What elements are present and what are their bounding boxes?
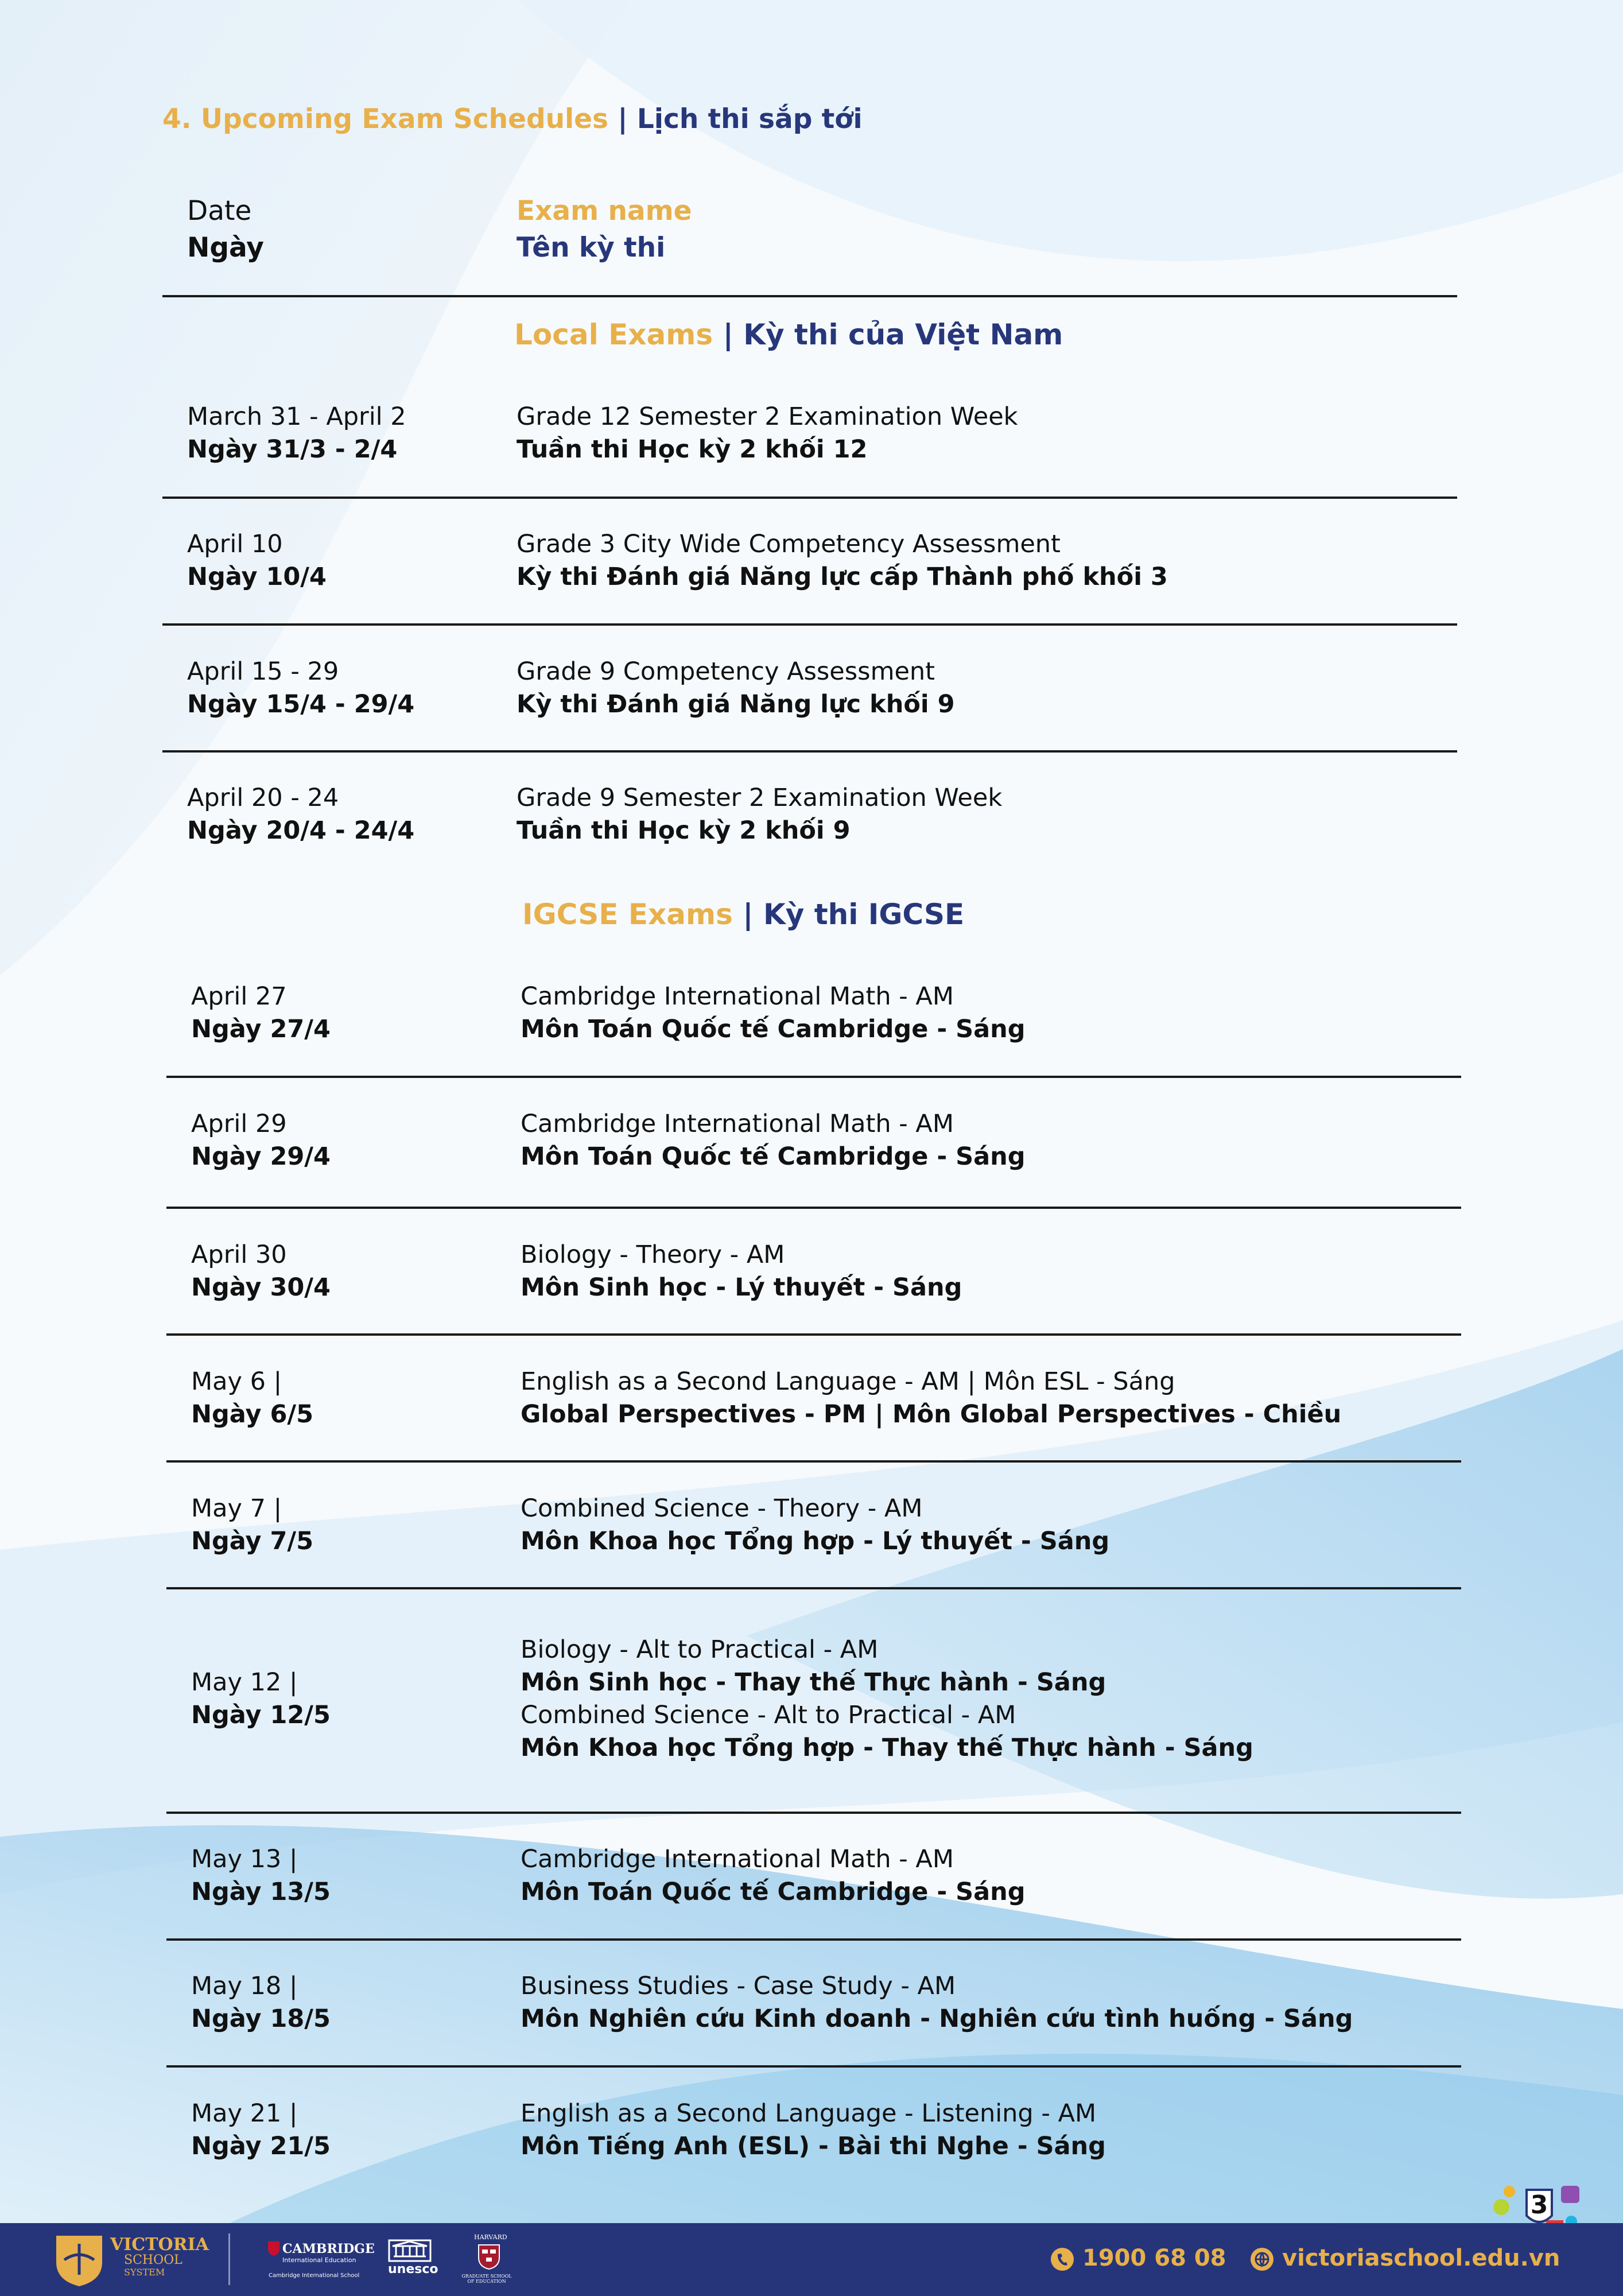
row-divider bbox=[162, 497, 1457, 499]
exam-name-line: Global Perspectives - PM | Môn Global Perspectives - Chiều bbox=[521, 1400, 1342, 1429]
exam-name-line: Tuần thi Học kỳ 2 khối 9 bbox=[517, 816, 851, 845]
phone-icon bbox=[1050, 2247, 1074, 2271]
exam-date-vi: Ngày 31/3 - 2/4 bbox=[187, 435, 398, 464]
exam-name-line: Grade 9 Semester 2 Examination Week bbox=[517, 784, 1003, 812]
exam-name bbox=[517, 656, 955, 721]
exam-name-line: Grade 9 Competency Assessment bbox=[517, 657, 935, 686]
exam-name-line: Tuần thi Học kỳ 2 khối 12 bbox=[517, 435, 868, 464]
exam-name bbox=[521, 1108, 1026, 1173]
date-header-en: Date bbox=[187, 195, 252, 227]
exam-date bbox=[191, 1239, 331, 1304]
exam-date bbox=[191, 2097, 331, 2163]
local-exams-title bbox=[514, 318, 1063, 351]
unesco-label: unesco bbox=[388, 2262, 438, 2276]
exam-name-line: Kỳ thi Đánh giá Năng lực khối 9 bbox=[517, 690, 955, 719]
row-divider bbox=[166, 1207, 1461, 1209]
exam-date bbox=[191, 1843, 331, 1909]
exam-date bbox=[187, 656, 414, 721]
exam-name-line: Môn Khoa học Tổng hợp - Lý thuyết - Sáng bbox=[521, 1527, 1110, 1556]
row-divider bbox=[166, 1812, 1461, 1814]
exam-name-line: English as a Second Language - Listening - AM bbox=[521, 2099, 1097, 2128]
exam-name-line: Kỳ thi Đánh giá Năng lực cấp Thành phố khối 3 bbox=[517, 563, 1168, 591]
exam-name-line: Môn Toán Quốc tế Cambridge - Sáng bbox=[521, 1015, 1026, 1044]
row-divider bbox=[166, 1587, 1461, 1589]
exam-name-line: Môn Toán Quốc tế Cambridge - Sáng bbox=[521, 1142, 1026, 1171]
exam-date bbox=[191, 1366, 313, 1431]
exam-name-line: Môn Khoa học Tổng hợp - Thay thế Thực hành - Sáng bbox=[521, 1733, 1253, 1762]
exam-date-en: April 27 bbox=[191, 982, 287, 1011]
exam-name bbox=[521, 1843, 1026, 1909]
exam-name bbox=[521, 1366, 1341, 1431]
exam-date-vi: Ngày 27/4 bbox=[191, 1015, 331, 1044]
cambridge-title: CAMBRIDGE bbox=[282, 2241, 375, 2256]
exam-date-en: May 12 | bbox=[191, 1668, 298, 1697]
exam-date bbox=[191, 1108, 331, 1173]
local-title-en: Local Exams bbox=[514, 318, 713, 351]
exam-name-line: Cambridge International Math - AM bbox=[521, 982, 954, 1011]
row-divider bbox=[162, 623, 1457, 626]
exam-date-en: April 20 - 24 bbox=[187, 784, 339, 812]
exam-date bbox=[191, 1492, 313, 1558]
exam-name-line: Môn Sinh học - Thay thế Thực hành - Sáng bbox=[521, 1668, 1106, 1697]
exam-date-en: April 15 - 29 bbox=[187, 657, 339, 686]
exam-name-line: Grade 12 Semester 2 Examination Week bbox=[517, 402, 1018, 431]
exam-name-line: Combined Science - Alt to Practical - AM bbox=[521, 1701, 1016, 1729]
footer-divider bbox=[228, 2233, 230, 2285]
exam-date-en: April 29 bbox=[191, 1110, 287, 1138]
exam-date-vi: Ngày 21/5 bbox=[191, 2132, 331, 2161]
exam-date bbox=[191, 1666, 331, 1732]
exam-name bbox=[517, 401, 1018, 466]
exam-date-vi: Ngày 13/5 bbox=[191, 1878, 331, 1906]
exam-name bbox=[517, 782, 1002, 847]
igcse-title-vi: | Kỳ thi IGCSE bbox=[743, 898, 965, 931]
logo-line3: SYSTEM bbox=[124, 2267, 165, 2278]
row-divider bbox=[166, 2065, 1461, 2068]
exam-header-vi: Tên kỳ thi bbox=[517, 232, 666, 263]
cambridge-shield-icon bbox=[267, 2240, 281, 2256]
harvard-bottom: GRADUATE SCHOOL OF EDUCATION bbox=[461, 2274, 512, 2284]
exam-name-line: English as a Second Language - AM | Môn ESL - Sáng bbox=[521, 1367, 1175, 1396]
exam-name bbox=[517, 528, 1168, 594]
exam-date-en: March 31 - April 2 bbox=[187, 402, 406, 431]
exam-name-line: Môn Toán Quốc tế Cambridge - Sáng bbox=[521, 1878, 1026, 1906]
exam-header-en: Exam name bbox=[517, 195, 692, 227]
exam-name-line: Cambridge International Math - AM bbox=[521, 1845, 954, 1874]
exam-date-vi: Ngày 10/4 bbox=[187, 563, 327, 591]
cambridge-school: Cambridge International School bbox=[269, 2272, 360, 2279]
exam-date-en: May 18 | bbox=[191, 1972, 298, 2000]
unesco-temple-icon bbox=[388, 2239, 432, 2262]
row-divider bbox=[166, 1938, 1461, 1941]
exam-name bbox=[521, 980, 1026, 1046]
exam-name bbox=[521, 1970, 1353, 2035]
exam-date-en: May 7 | bbox=[191, 1494, 282, 1523]
harvard-shield-icon bbox=[477, 2244, 500, 2270]
page-number: 3 bbox=[1530, 2190, 1548, 2220]
harvard-top: HARVARD bbox=[474, 2233, 507, 2241]
exam-name-line: Môn Tiếng Anh (ESL) - Bài thi Nghe - Sáng bbox=[521, 2132, 1106, 2161]
victoria-shield-icon bbox=[53, 2232, 106, 2287]
exam-name bbox=[521, 2097, 1106, 2163]
exam-date-vi: Ngày 20/4 - 24/4 bbox=[187, 816, 415, 845]
row-divider bbox=[166, 1333, 1461, 1336]
exam-date-en: April 10 bbox=[187, 530, 283, 559]
exam-date bbox=[187, 401, 406, 466]
exam-date-vi: Ngày 29/4 bbox=[191, 1142, 331, 1171]
exam-date bbox=[187, 528, 327, 594]
phone-number[interactable]: 1900 68 08 bbox=[1082, 2245, 1226, 2271]
row-divider bbox=[166, 1460, 1461, 1463]
exam-date-en: April 30 bbox=[191, 1240, 287, 1269]
row-divider bbox=[162, 750, 1457, 753]
exam-date bbox=[187, 782, 414, 847]
globe-icon bbox=[1250, 2247, 1274, 2271]
exam-date-en: May 21 | bbox=[191, 2099, 298, 2128]
exam-date-vi: Ngày 6/5 bbox=[191, 1400, 314, 1429]
exam-name bbox=[521, 1634, 1253, 1764]
row-divider bbox=[166, 1076, 1461, 1078]
exam-name-line: Môn Sinh học - Lý thuyết - Sáng bbox=[521, 1273, 962, 1302]
exam-name-line: Biology - Alt to Practical - AM bbox=[521, 1635, 879, 1664]
exam-date-vi: Ngày 12/5 bbox=[191, 1701, 331, 1729]
date-header-vi: Ngày bbox=[187, 232, 264, 263]
exam-date-vi: Ngày 7/5 bbox=[191, 1527, 314, 1556]
exam-name-line: Biology - Theory - AM bbox=[521, 1240, 785, 1269]
igcse-title-en: IGCSE Exams bbox=[522, 898, 733, 931]
logo-line1: VICTORIA bbox=[110, 2235, 209, 2255]
local-title-vi: | Kỳ thi của Việt Nam bbox=[723, 318, 1063, 351]
exam-date-vi: Ngày 15/4 - 29/4 bbox=[187, 690, 415, 719]
igcse-exams-title bbox=[522, 898, 964, 931]
exam-date bbox=[191, 980, 331, 1046]
exam-date-en: May 13 | bbox=[191, 1845, 298, 1874]
header-divider bbox=[162, 295, 1457, 297]
exam-date-vi: Ngày 18/5 bbox=[191, 2004, 331, 2033]
exam-date-vi: Ngày 30/4 bbox=[191, 1273, 331, 1302]
exam-name-line: Cambridge International Math - AM bbox=[521, 1110, 954, 1138]
exam-name-line: Môn Nghiên cứu Kinh doanh - Nghiên cứu tình huống - Sáng bbox=[521, 2004, 1353, 2033]
cambridge-subtitle: International Education bbox=[282, 2256, 356, 2264]
exam-name-line: Business Studies - Case Study - AM bbox=[521, 1972, 956, 2000]
website-link[interactable]: victoriaschool.edu.vn bbox=[1282, 2245, 1560, 2271]
exam-date bbox=[191, 1970, 331, 2035]
logo-line2: SCHOOL bbox=[124, 2253, 183, 2267]
section-title bbox=[162, 103, 863, 135]
exam-name-line: Grade 3 City Wide Competency Assessment bbox=[517, 530, 1061, 559]
footer-bar bbox=[0, 2223, 1623, 2296]
exam-column-header bbox=[517, 193, 692, 266]
section-title-vi: | Lịch thi sắp tới bbox=[618, 103, 863, 135]
exam-name-line: Combined Science - Theory - AM bbox=[521, 1494, 923, 1523]
date-column-header bbox=[187, 193, 264, 266]
section-title-en: 4. Upcoming Exam Schedules bbox=[162, 103, 609, 135]
exam-date-en: May 6 | bbox=[191, 1367, 282, 1396]
exam-name bbox=[521, 1492, 1109, 1558]
exam-name bbox=[521, 1239, 962, 1304]
